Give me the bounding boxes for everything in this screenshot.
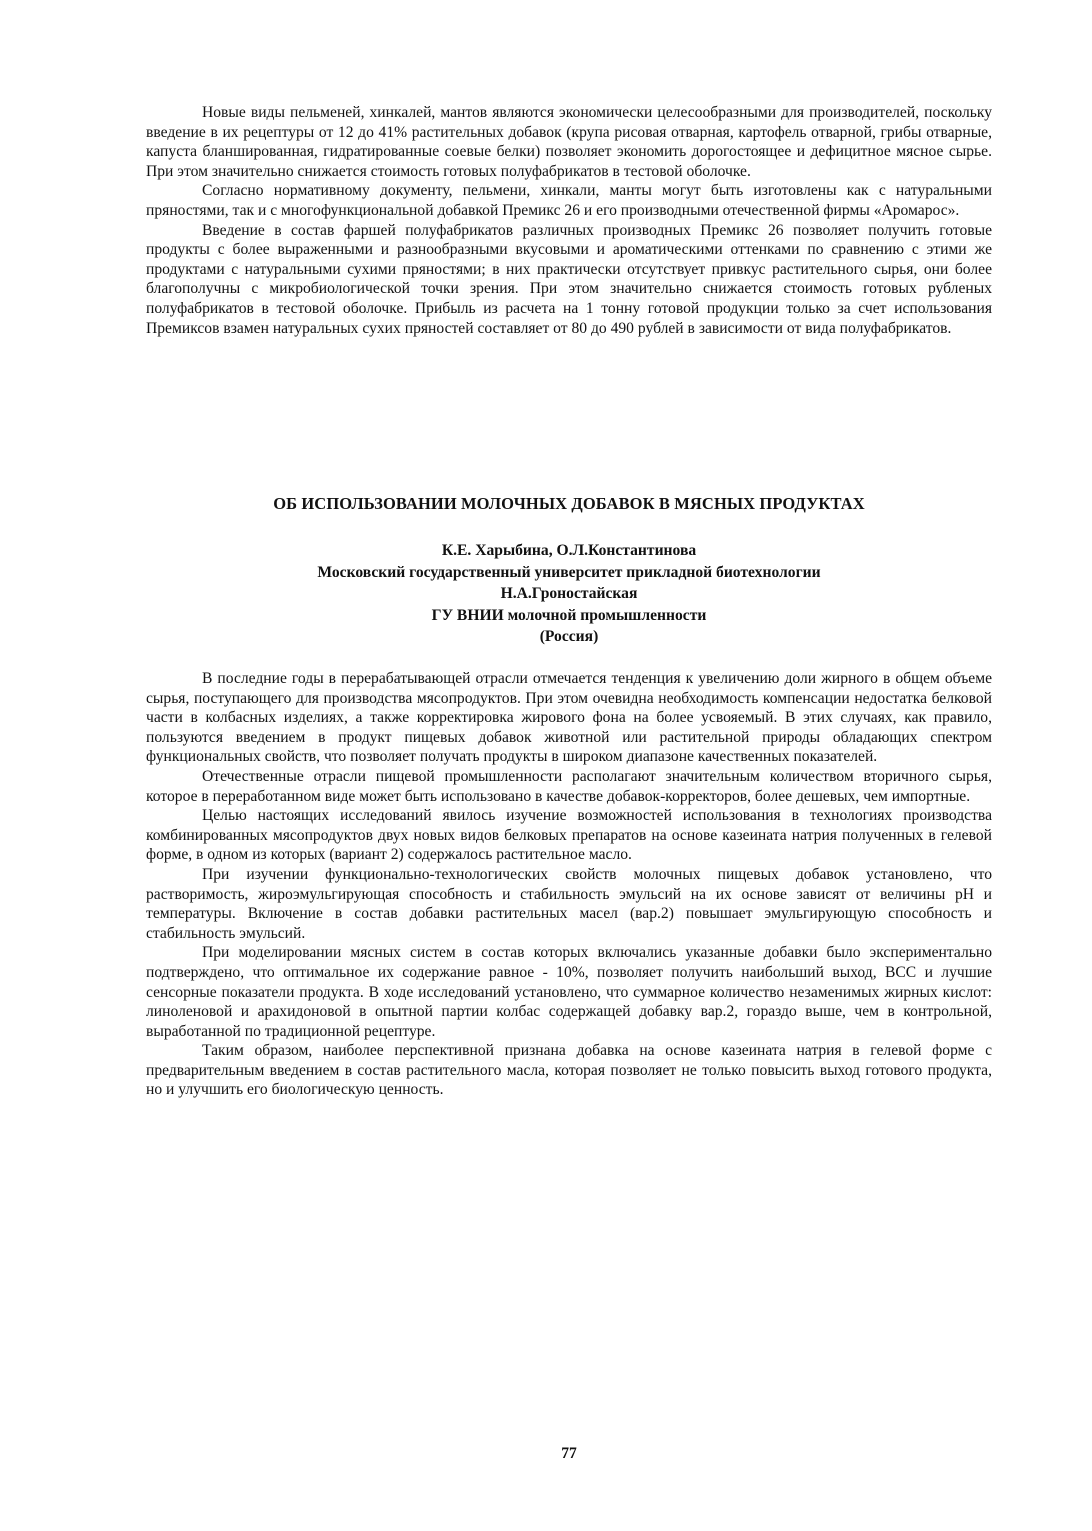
body-paragraph-2: Отечественные отрасли пищевой промышленности располагают значительным количеством вторичного сырья, которое в переработанном виде может быть использовано в качестве добавок-корректоров, более дешевых, чем импортные. bbox=[146, 767, 992, 805]
intro-paragraph-3: Введение в состав фаршей полуфабрикатов различных производных Премикс 26 позволяет получить готовые продукты с более выраженными и разнообразными вкусовыми и ароматическими оттенками по сравнению с этими же продуктами с натуральными сухими пряностями; в них практически отсутствует привкус растительного сырья, они более благополучны с микробиологической точки зрения. При этом значительно снижается стоимость готовых рубленых полуфабрикатов в тестовой оболочке. Прибыль из расчета на 1 тонну готовой продукции только за счет использования Премиксов взамен натуральных сухих пряностей составляет от 80 до 490 рублей в зависимости от вида полуфабрикатов. bbox=[146, 221, 992, 337]
article-body bbox=[146, 669, 992, 1100]
authors-line-2: Н.А.Гроностайская bbox=[500, 585, 638, 602]
affiliation-line-1: Московский государственный университет прикладной биотехнологии bbox=[317, 563, 821, 581]
body-paragraph-1: В последние годы в перерабатывающей отрасли отмечается тенденция к увеличению доли жирного в общем объеме сырья, поступающего для производства мясопродуктов. При этом очевидна необходимость компенсации недостатка белковой части в колбасных изделиях, а также корректировка жирового фона на более усвояемый. В этих случаях, как правило, пользуются введением в продукт пищевых добавок животной или растительной природы обладающих спектром функциональных свойств, что позволяет получать продукты в широком диапазоне качественных показателей. bbox=[146, 670, 992, 766]
affiliation-line-2: ГУ ВНИИ молочной промышленности bbox=[431, 606, 707, 624]
author-block bbox=[146, 540, 992, 648]
country-line: (Россия) bbox=[539, 628, 599, 645]
intro-section bbox=[146, 103, 992, 338]
body-paragraph-6: Таким образом, наиболее перспективной признана добавка на основе казеината натрия в гелевой форме с предварительным введением в состав растительного масла, которая позволяет не только повысить выход готового продукта, но и улучшить его биологическую ценность. bbox=[146, 1042, 992, 1099]
intro-paragraph-2: Согласно нормативному документу, пельмени, хинкали, манты могут быть изготовлены как с натуральными пряностями, так и с многофункциональной добавкой Премикс 26 и его производными отечественной фирмы «Аромарос». bbox=[146, 182, 992, 219]
article-title: ОБ ИСПОЛЬЗОВАНИИ МОЛОЧНЫХ ДОБАВОК В МЯСНЫХ ПРОДУКТАХ bbox=[273, 494, 865, 513]
authors-line-1: К.Е. Харыбина, О.Л.Константинова bbox=[441, 542, 697, 559]
body-paragraph-3: Целью настоящих исследований явилось изучение возможностей использования в технологиях производства комбинированных мясопродуктов двух новых видов белковых препаратов на основе казеината натрия полученных в гелевой форме, в одном из которых (вариант 2) содержалось растительное масло. bbox=[146, 807, 992, 864]
intro-paragraph-1: Новые виды пельменей, хинкалей, мантов являются экономически целесообразными для производителей, поскольку введение в их рецептуры от 12 до 41% растительных добавок (крупа рисовая отварная, картофель отварной, грибы отварные, капуста бланшированная, гидратированные соевые белки) позволяет экономить дорогостоящее и дефицитное мясное сырье. При этом значительно снижается стоимость готовых полуфабрикатов в тестовой оболочке. bbox=[146, 104, 992, 180]
body-paragraph-4: При изучении функционально-технологических свойств молочных пищевых добавок установлено, что растворимость, жироэмульгирующая способность и стабильность эмульсий на их основе зависят от величины pH и температуры. Включение в состав добавки растительных масел (вар.2) повышает эмульгирующую способность и стабильность эмульсий. bbox=[146, 865, 992, 942]
page-number: 77 bbox=[561, 1445, 577, 1462]
body-paragraph-5: При моделировании мясных систем в состав которых включались указанные добавки было экспериментально подтверждено, что оптимальное их содержание равное - 10%, позволяет получить наибольший выход, ВСС и лучшие сенсорные показатели продукта. В ходе исследований установлено, что суммарное количество незаменимых жирных кислот: линоленовой и арахидоновой в опытной партии колбас содержащей добавку вар.2, гораздо выше, чем в контрольной, выработанной по традиционной рецептуре. bbox=[146, 944, 992, 1040]
